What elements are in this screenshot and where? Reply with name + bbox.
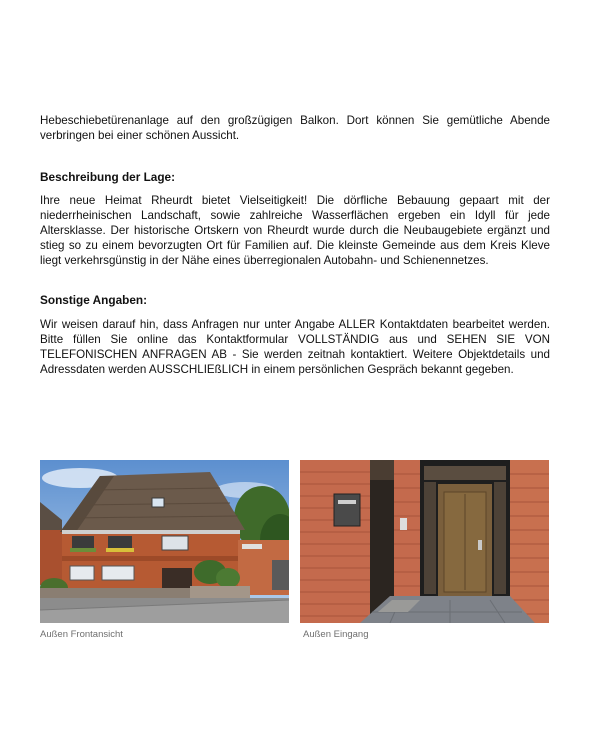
location-section — [40, 193, 550, 268]
house-front-image — [40, 460, 289, 623]
location-heading: Beschreibung der Lage: — [40, 170, 176, 184]
entrance-image — [300, 460, 549, 623]
intro-section — [40, 113, 550, 143]
photo-caption-entrance: Außen Eingang — [303, 629, 369, 640]
photo-front-view — [40, 460, 289, 623]
intro-paragraph: Hebeschiebetürenanlage auf den großzügigen Balkon. Dort können Sie gemütliche Abende verbringen bei einer schönen Aussicht. — [40, 114, 550, 142]
location-paragraph: Ihre neue Heimat Rheurdt bietet Vielseitigkeit! Die dörfliche Bebauung gepaart mit der niederrheinischen Landschaft, sowie zahlreiche Wasserflächen ergeben ein Idyll für jede Altersklasse. Der historische Ortskern von Rheurdt wurde durch die Neubaugebiete ergänzt und stieg so zu einem bevorzugten Ort für Familien auf. Die kleinste Gemeinde aus dem Kreis Kleve liegt verkehrsgünstig in der Nähe eines überregionalen Autobahn- und Schienennetzes. — [40, 194, 550, 267]
other-heading: Sonstige Angaben: — [40, 293, 148, 307]
other-section — [40, 317, 550, 377]
photo-entrance — [300, 460, 549, 623]
other-paragraph: Wir weisen darauf hin, dass Anfragen nur unter Angabe ALLER Kontaktdaten bearbeitet werden. Bitte füllen Sie online das Kontaktformular VOLLSTÄNDIG aus und SEHEN SIE VON TELEFONISCHEN ANFRAGEN AB - Sie werden zeitnah kontaktiert. Weitere Objektdetails und Adressdaten werden AUSSCHLIEßLICH in einem persönlichen Gespräch bekannt gegeben. — [40, 318, 550, 376]
photo-caption-front: Außen Frontansicht — [40, 629, 123, 640]
